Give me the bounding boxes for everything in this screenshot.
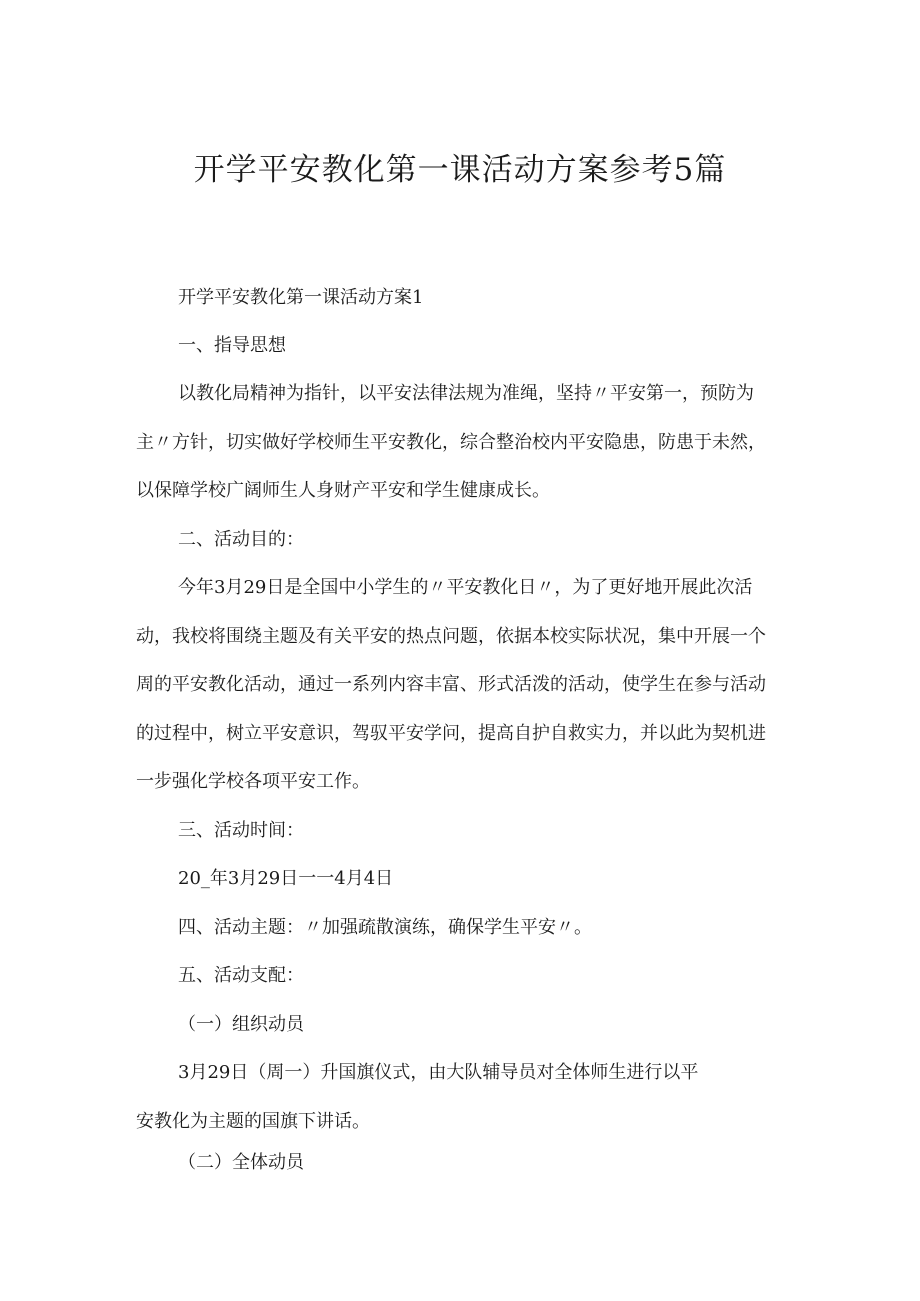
paragraph-line: 一步强化学校各项平安工作。 xyxy=(136,771,370,792)
paragraph-line: 的过程中，树立平安意识，驾驭平安学问，提高自护自救实力，并以此为契机进 xyxy=(136,723,766,744)
paragraph-line: 3月29日（周一）升国旗仪式，由大队辅导员对全体师生进行以平 xyxy=(178,1062,699,1083)
sub-item-mobilize: （二）全体动员 xyxy=(178,1152,304,1173)
paragraph-line: 今年3月29日是全国中小学生的〃平安教化日〃，为了更好地开展此次活 xyxy=(178,577,753,598)
paragraph-line: 安教化为主题的国旗下讲话。 xyxy=(136,1111,370,1132)
subheading-arrangement: 五、活动支配： xyxy=(178,965,304,986)
subheading-theme: 四、活动主题：〃加强疏散演练，确保学生平安〃。 xyxy=(178,917,592,938)
subheading-time: 三、活动时间： xyxy=(178,820,304,841)
paragraph-line: 以教化局精神为指针，以平安法律法规为准绳，坚持〃平安第一，预防为 xyxy=(178,383,754,404)
document-title: 开学平安教化第一课活动方案参考5篇 xyxy=(193,152,727,188)
subheading-guiding-ideology: 一、指导思想 xyxy=(178,335,286,356)
section-heading: 开学平安教化第一课活动方案1 xyxy=(178,287,424,308)
paragraph-line: 周的平安教化活动，通过一系列内容丰富、形式活泼的活动，使学生在参与活动 xyxy=(136,674,766,695)
paragraph-line: 动，我校将围绕主题及有关平安的热点问题，依据本校实际状况，集中开展一个 xyxy=(136,626,766,647)
subheading-purpose: 二、活动目的： xyxy=(178,529,304,550)
paragraph-line: 以保障学校广阔师生人身财产平安和学生健康成长。 xyxy=(136,480,550,501)
date-range: 20_年3月29日一一4月4日 xyxy=(178,868,394,889)
paragraph-line: 主〃方针，切实做好学校师生平安教化，综合整治校内平安隐患，防患于未然， xyxy=(136,432,766,453)
sub-item-organize: （一）组织动员 xyxy=(178,1014,304,1035)
